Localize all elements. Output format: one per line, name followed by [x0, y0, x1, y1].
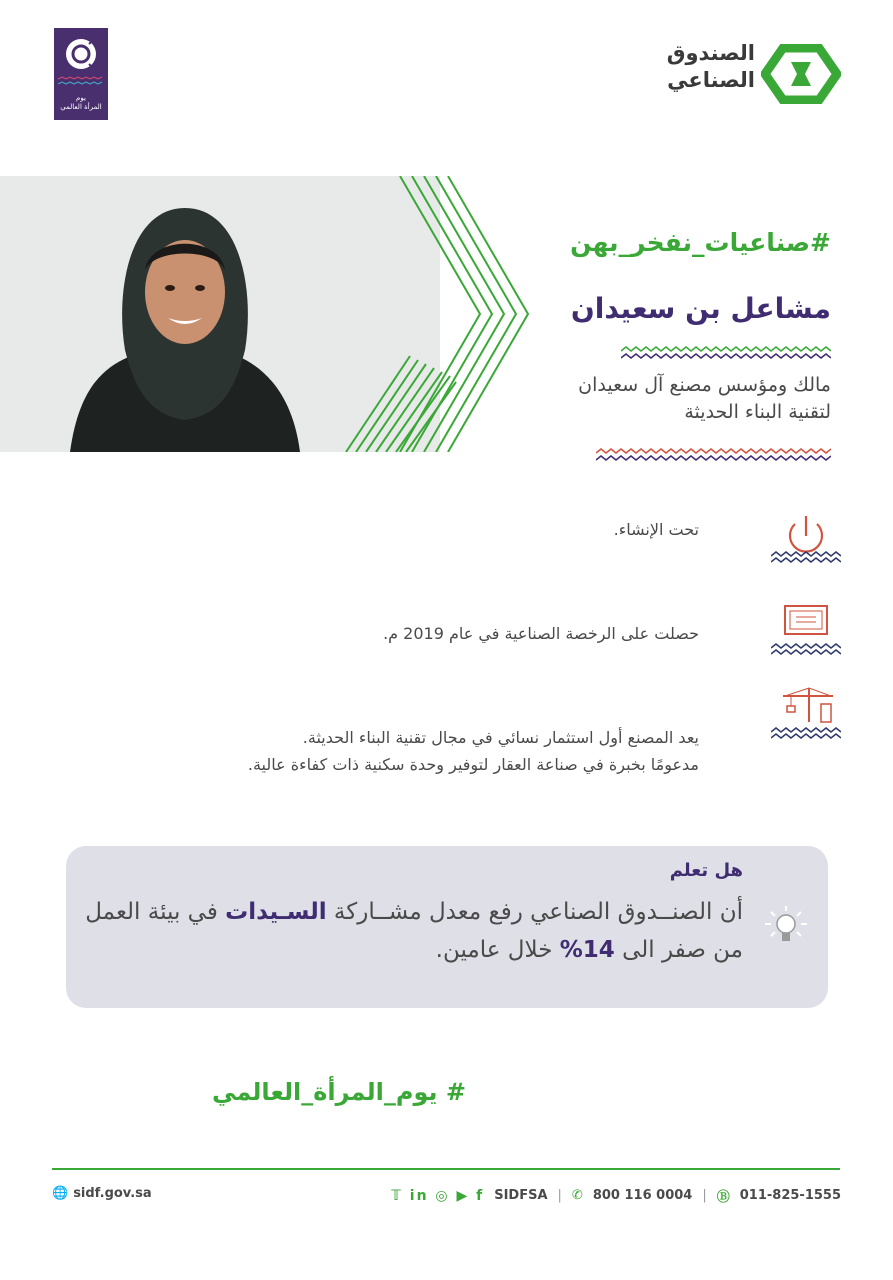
separator: | [557, 1188, 562, 1203]
dyk-highlight-percent: 14% [559, 937, 615, 963]
footer-divider [52, 1168, 840, 1170]
lightbulb-icon [763, 904, 809, 954]
other-number[interactable]: 011-825-1555 [739, 1188, 841, 1203]
zigzag-divider-green [621, 346, 831, 360]
dyk-text-part: أن الصنــدوق الصناعي رفع معدل مشــاركة [326, 899, 743, 925]
zigzag-divider-red [596, 448, 831, 462]
badge-stripes [58, 76, 104, 86]
crane-icon [771, 686, 841, 746]
fax-icon: Ⓑ [716, 1190, 730, 1205]
dyk-highlight-women: السـيدات [225, 899, 327, 925]
fact-industrial-license: حصلت على الرخصة الصناعية في عام 2019 م. [383, 624, 699, 643]
venus-ring-icon [63, 36, 99, 72]
person-name: مشاعل بن سعيدان [570, 292, 831, 325]
contacts-bar [391, 1186, 841, 1205]
phone-icon: ✆ [571, 1188, 583, 1203]
certificate-icon [771, 602, 841, 662]
person-title: مالك ومؤسس مصنع آل سعيدان لتقنية البناء الحديثة [578, 374, 831, 423]
did-you-know-body [83, 893, 743, 969]
dyk-text-part: خلال عامين. [435, 937, 560, 963]
womens-day-badge [54, 28, 108, 120]
portrait-photo [70, 200, 300, 452]
hashtag-title: #صناعيات_نفخر_بهن [570, 228, 831, 257]
website-link[interactable]: sidf.gov.sa [73, 1186, 152, 1201]
dyk-text-part: في بيئة العمل من صفر الى [85, 899, 743, 963]
social-handle[interactable]: SIDFSA [494, 1188, 548, 1203]
womens-day-hashtag: # يوم_المرأة_العالمي [212, 1078, 466, 1106]
social-icons[interactable]: 𝕋 in ◎ ▶ f [391, 1187, 485, 1204]
fact-under-construction: تحت الإنشاء. [613, 520, 699, 539]
did-you-know-title: هل تعلم [669, 860, 743, 881]
separator: | [702, 1188, 707, 1203]
fact-first-female-investment: يعد المصنع أول استثمار نسائي في مجال تقنية البناء الحديثة. مدعومًا بخبرة في صناعة العقار لتوفير وحدة سكنية ذات كفاءة عالية. [247, 728, 699, 774]
sidf-logo-mark [761, 44, 841, 104]
toll-free-number[interactable]: 800 116 0004 [592, 1188, 693, 1203]
brand-name: الصندوق الصناعي [666, 41, 755, 92]
badge-text: يوم المرأة العالمي [60, 94, 102, 111]
globe-icon: 🌐 [52, 1186, 69, 1201]
power-icon [771, 510, 841, 570]
sidf-logo [641, 40, 841, 110]
website[interactable] [52, 1186, 152, 1201]
